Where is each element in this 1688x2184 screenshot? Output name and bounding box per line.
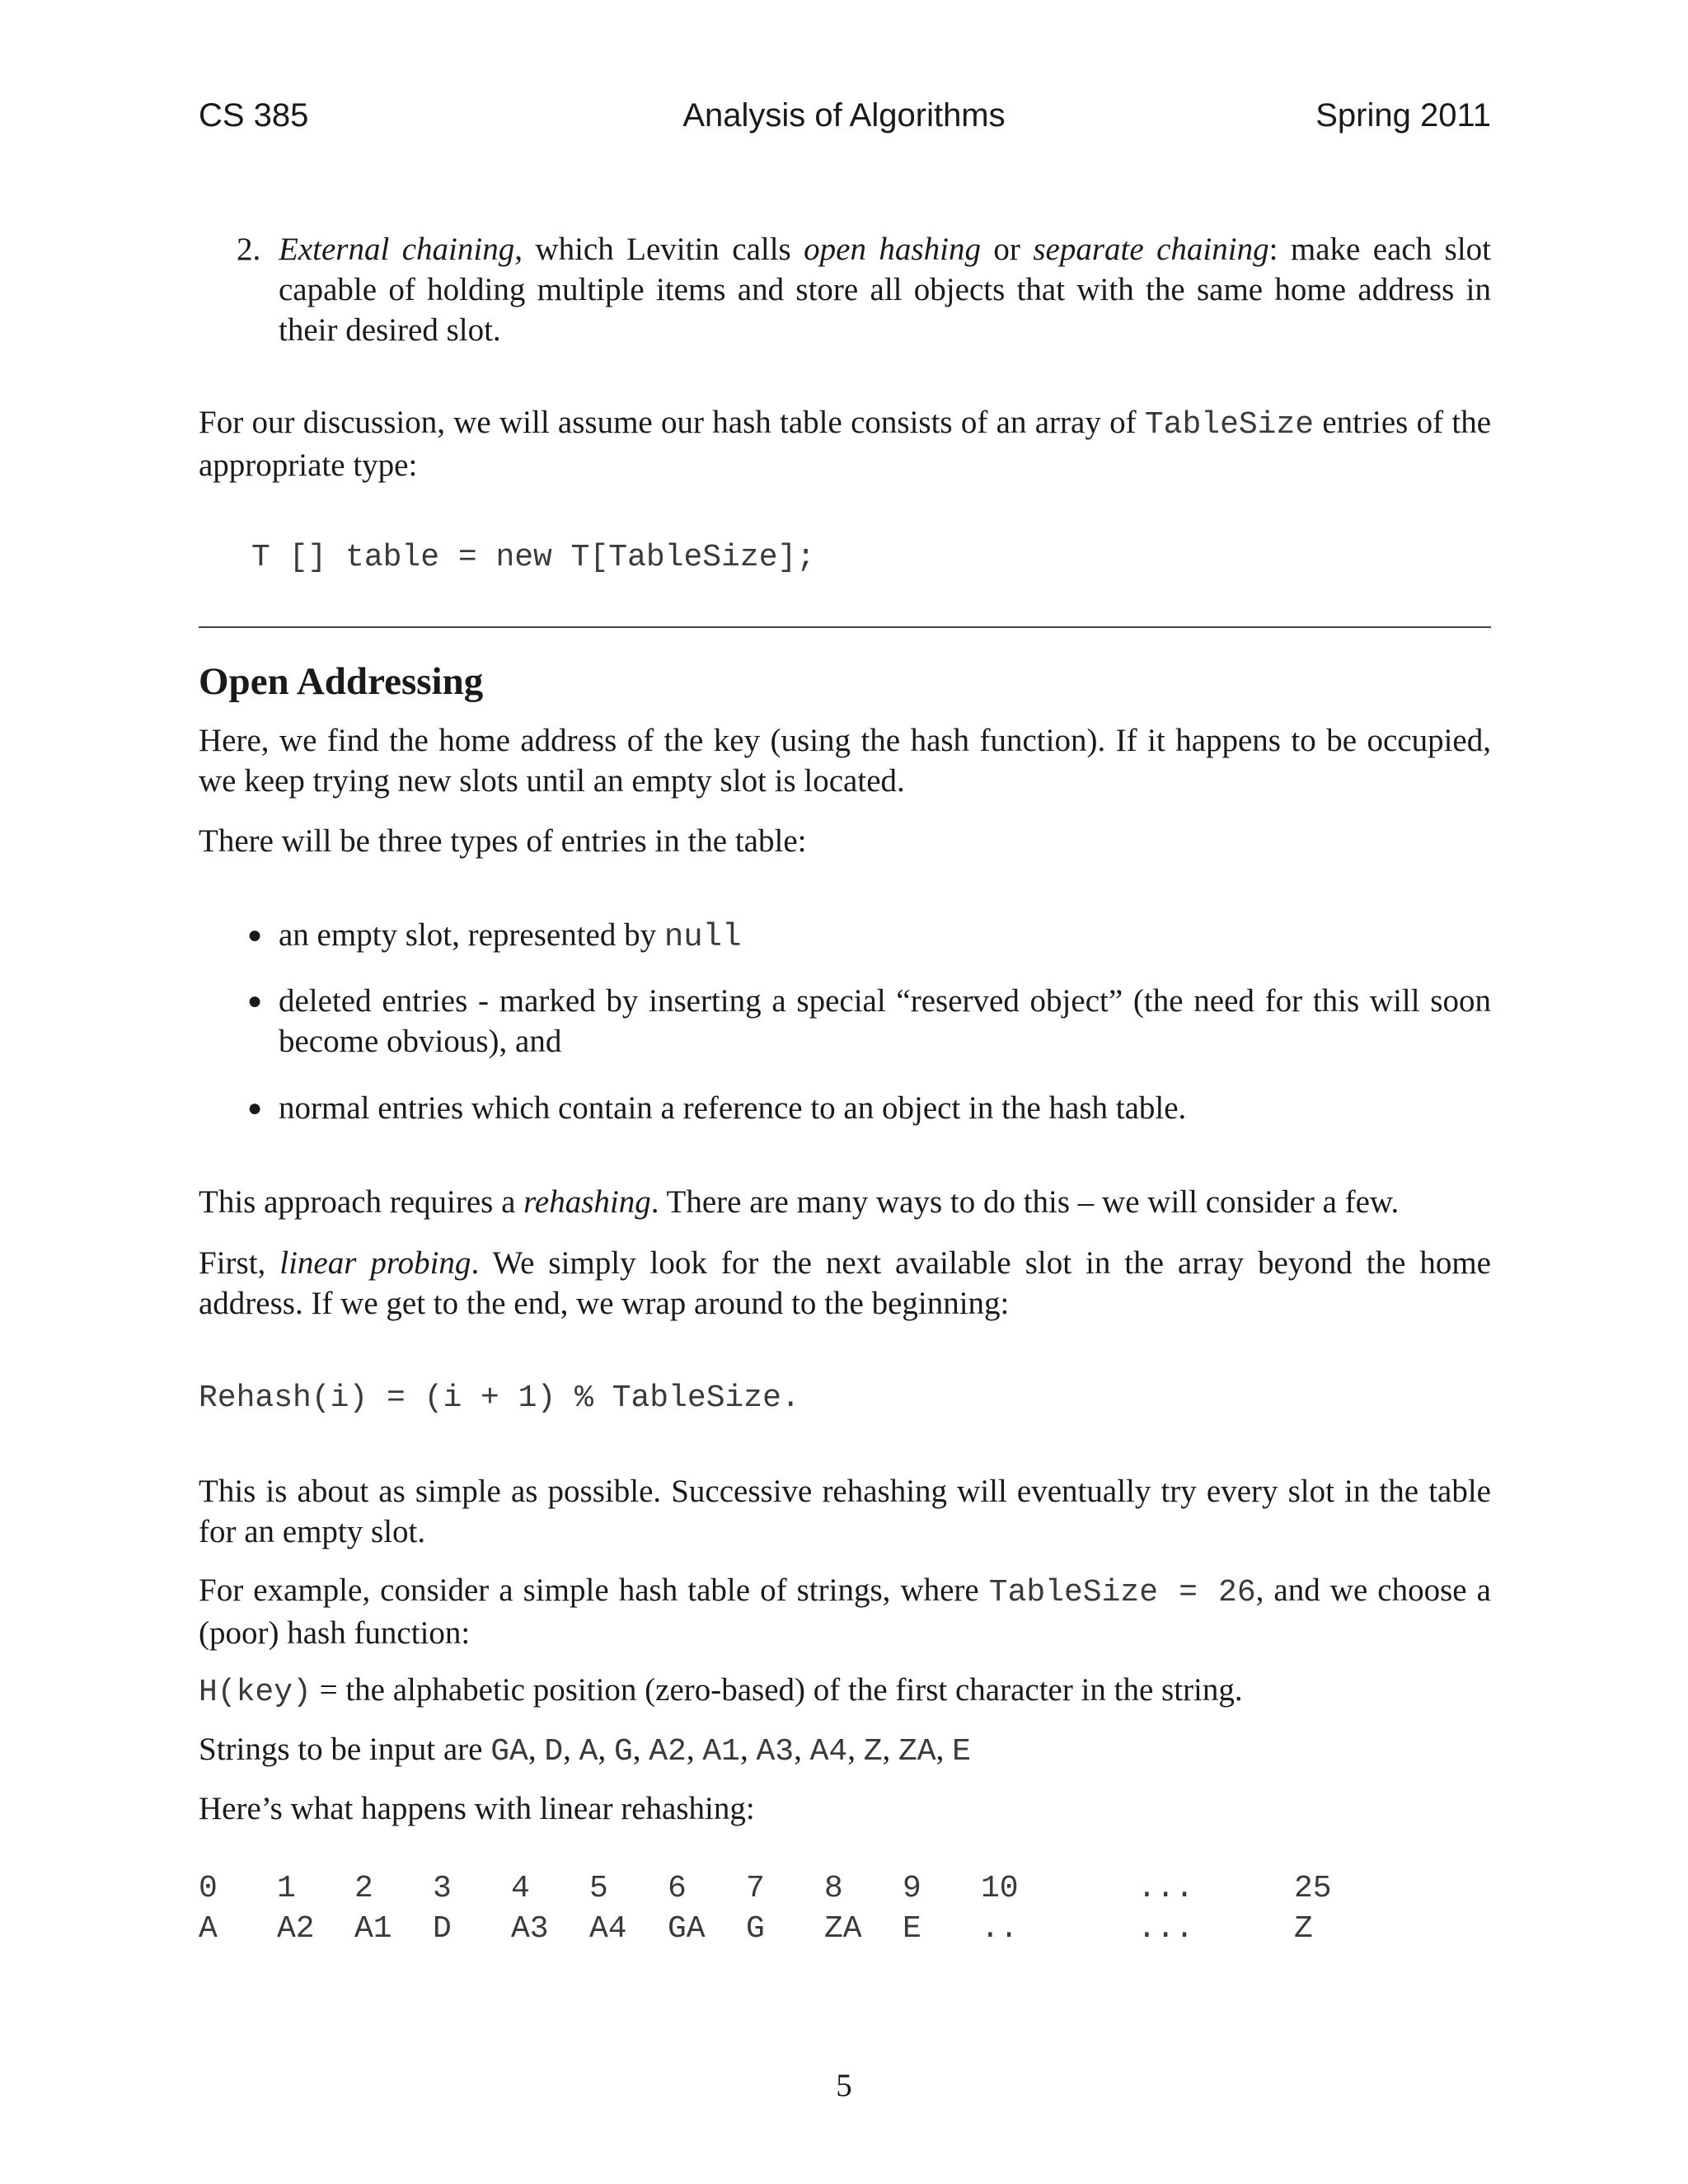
paragraph-input-strings	[199, 1729, 1491, 1772]
table-value-cell: A4	[589, 1911, 627, 1947]
separator: ,	[528, 1732, 545, 1767]
table-value-cell: A2	[277, 1911, 315, 1947]
separator: ,	[598, 1732, 614, 1767]
term-open-hashing: open hashing	[804, 232, 981, 267]
input-string: A	[579, 1734, 598, 1769]
table-index-cell: ...	[1137, 1871, 1194, 1906]
paragraph-example	[199, 1570, 1491, 1653]
table-value-cell: ZA	[824, 1911, 862, 1947]
page-number: 5	[836, 2068, 852, 2103]
table-index-cell: 25	[1294, 1871, 1332, 1906]
inline-code-null: null	[663, 919, 742, 955]
table-index-cell: 2	[354, 1871, 373, 1906]
text-segment: or	[980, 232, 1034, 267]
input-string: A2	[649, 1734, 687, 1769]
separator: ,	[847, 1732, 864, 1767]
text-segment: : make each slot capable of holding multiple items and store all objects that with the same home address in their desired slot.	[279, 232, 1491, 348]
table-value-cell: Z	[1294, 1911, 1313, 1947]
separator: ,	[882, 1732, 898, 1767]
table-value-cell: ...	[1137, 1911, 1194, 1947]
paragraph-rehashing	[199, 1182, 1491, 1222]
text-segment: = the alphabetic position (zero-based) of the first character in the string.	[311, 1672, 1243, 1708]
separator: ,	[794, 1732, 810, 1767]
table-index-cell: 0	[199, 1871, 218, 1906]
header-term: Spring 2011	[1315, 97, 1491, 134]
code-table-declaration: T [] table = new T[TableSize];	[251, 540, 816, 575]
text-segment: This approach requires a	[199, 1184, 524, 1220]
header-course: CS 385	[199, 97, 309, 134]
bullet-normal-entries: normal entries which contain a reference to an object in the hash table.	[279, 1090, 1187, 1126]
term-rehashing: rehashing	[523, 1184, 651, 1220]
input-strings-list	[490, 1732, 971, 1767]
input-string: ZA	[898, 1734, 936, 1769]
input-string: A3	[756, 1734, 795, 1769]
table-index-cell: 5	[589, 1871, 608, 1906]
separator: ,	[935, 1732, 953, 1767]
table-value-cell: A3	[511, 1911, 549, 1947]
table-value-cell: GA	[668, 1911, 706, 1947]
bullet-deleted-entries: deleted entries - marked by inserting a special “reserved object” (the need for this will soon become obvious), and	[279, 983, 1491, 1059]
term-separate-chaining: separate chaining	[1033, 232, 1269, 267]
table-index-cell: 4	[511, 1871, 530, 1906]
input-string: A1	[702, 1734, 740, 1769]
paragraph-three-types: There will be three types of entries in the table:	[199, 823, 807, 859]
text-segment: entries of the appropriate type:	[199, 405, 1491, 483]
text-segment: an empty slot, represented by	[279, 917, 664, 953]
text-segment: Strings to be input are	[199, 1732, 491, 1767]
text-segment: , and we choose a (poor) hash function:	[199, 1572, 1491, 1651]
bullet-icon: ●	[247, 1094, 263, 1122]
table-value-cell: E	[903, 1911, 921, 1947]
table-index-cell: 10	[981, 1871, 1019, 1906]
separator: ,	[563, 1732, 579, 1767]
bullet-empty-slot	[279, 915, 1491, 958]
bullet-icon: ●	[247, 987, 263, 1015]
paragraph-linear-rehashing: Here’s what happens with linear rehashing:	[199, 1791, 755, 1826]
paragraph-linear-probing	[199, 1243, 1491, 1324]
paragraph-home-address: Here, we find the home address of the key (using the hash function). If it happens to be occupied, we keep trying new slots until an empty slot is located.	[199, 723, 1491, 799]
text-segment: For our discussion, we will assume our hash table consists of an array of	[199, 405, 1145, 440]
text-segment: , which Levitin calls	[514, 232, 804, 267]
input-string: A4	[809, 1734, 848, 1769]
paragraph-assumption	[199, 402, 1491, 485]
input-string: GA	[490, 1734, 528, 1769]
bullet-icon: ●	[247, 921, 263, 949]
text-segment: . We simply look for the next available slot in the array beyond the home address. If we get to the end, we wrap around to the beginning:	[199, 1245, 1491, 1321]
header-title: Analysis of Algorithms	[682, 97, 1006, 134]
term-linear-probing: linear probing	[279, 1245, 471, 1281]
input-string: G	[613, 1734, 633, 1769]
table-index-cell: 3	[433, 1871, 452, 1906]
table-index-cell: 1	[277, 1871, 296, 1906]
input-string: E	[952, 1734, 971, 1769]
paragraph-simple: This is about as simple as possible. Successive rehashing will eventually try every slot in the table for an empty slot.	[199, 1474, 1491, 1549]
section-title-open-addressing: Open Addressing	[199, 660, 484, 703]
input-string: D	[544, 1734, 564, 1769]
inline-code-tablesize: TableSize	[1144, 407, 1315, 443]
text-segment: For example, consider a simple hash table of strings, where	[199, 1572, 989, 1608]
table-value-cell: D	[433, 1911, 452, 1947]
separator: ,	[632, 1732, 649, 1767]
separator: ,	[686, 1732, 703, 1767]
text-segment: . There are many ways to do this – we will consider a few.	[650, 1184, 1400, 1220]
list-item-number: 2.	[237, 232, 261, 267]
table-value-cell: ..	[981, 1911, 1019, 1947]
inline-code-tablesize-26: TableSize = 26	[988, 1575, 1256, 1610]
list-item-external-chaining	[279, 229, 1491, 350]
term-external-chaining: External chaining	[279, 232, 515, 267]
table-value-cell: A	[199, 1911, 218, 1947]
inline-code-hkey: H(key)	[199, 1675, 312, 1710]
table-index-cell: 7	[746, 1871, 765, 1906]
table-index-cell: 9	[903, 1871, 921, 1906]
separator: ,	[739, 1732, 757, 1767]
table-value-cell: G	[746, 1911, 765, 1947]
table-value-cell: A1	[354, 1911, 392, 1947]
paragraph-hash-function	[199, 1670, 1491, 1713]
table-index-cell: 8	[824, 1871, 843, 1906]
code-rehash-function: Rehash(i) = (i + 1) % TableSize.	[199, 1380, 800, 1416]
text-segment: First,	[199, 1245, 280, 1281]
table-index-cell: 6	[668, 1871, 687, 1906]
input-string: Z	[863, 1734, 883, 1769]
section-divider	[199, 626, 1491, 628]
